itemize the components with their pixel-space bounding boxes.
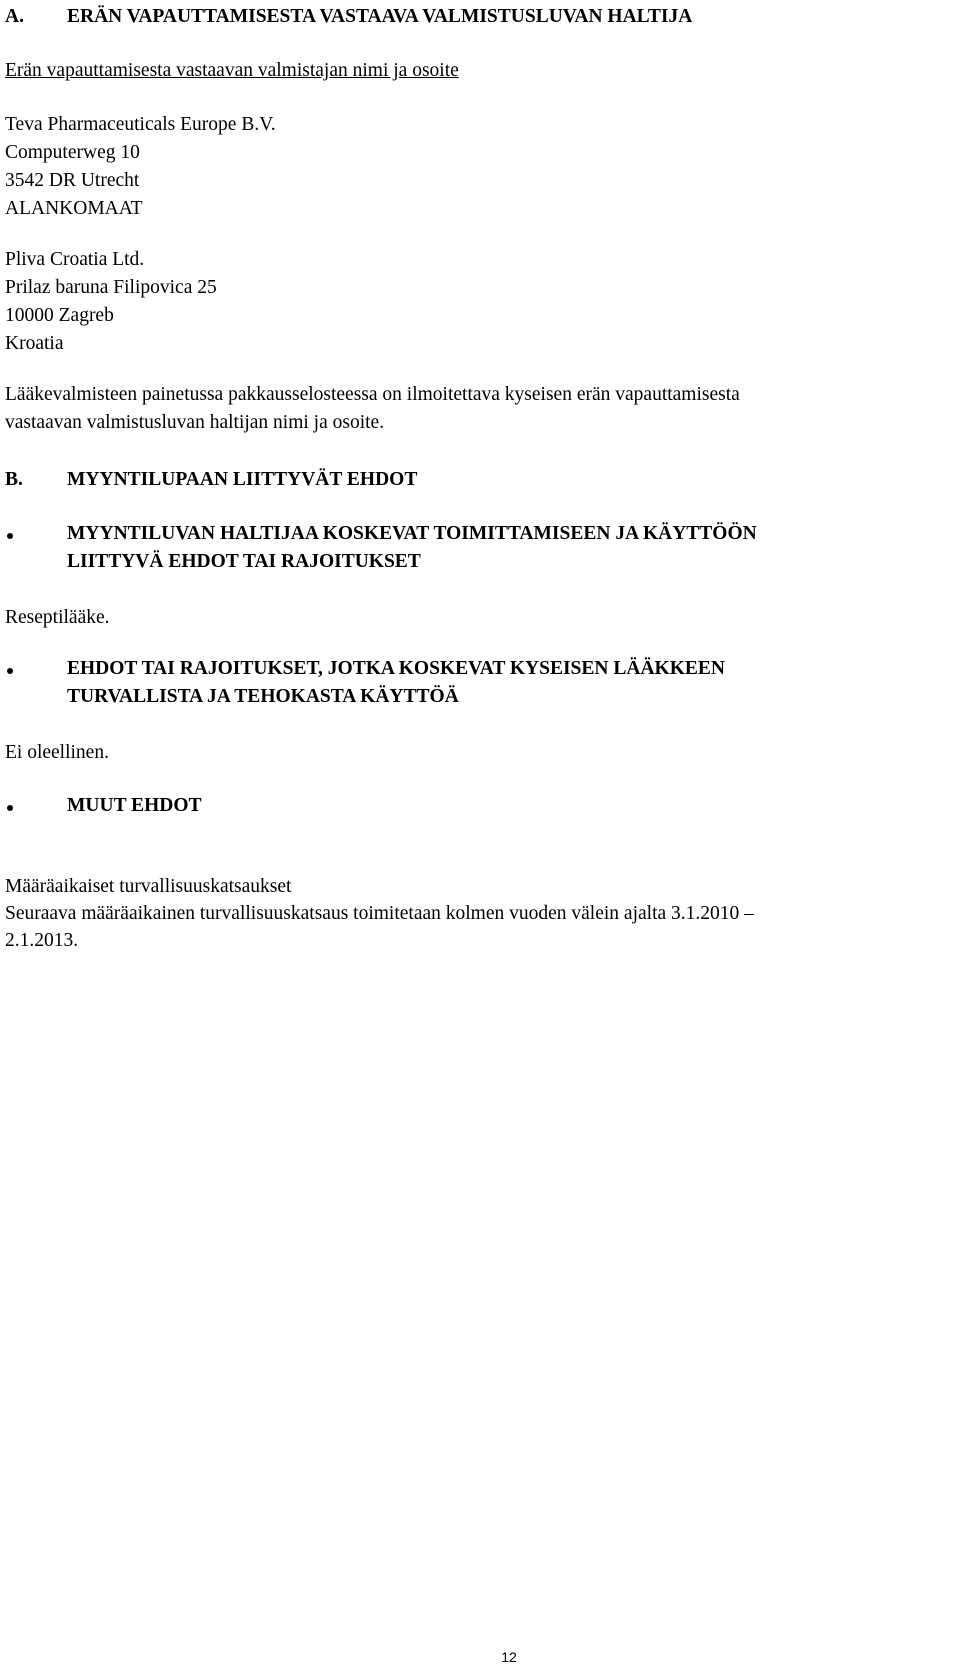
address-2-line-3: 10000 Zagreb xyxy=(5,305,114,326)
address-1-line-3: 3542 DR Utrecht xyxy=(5,170,140,191)
bullet-2-line-2: TURVALLISTA JA TEHOKASTA KÄYTTÖÄ xyxy=(67,686,459,707)
bullet-2-body: Ei oleellinen. xyxy=(5,742,109,763)
bullet-1-body: Reseptilääke. xyxy=(5,607,110,628)
bullet-supply-conditions xyxy=(5,520,757,576)
psur-line-1: Seuraava määräaikainen turvallisuuskatsaus toimitetaan kolmen vuoden välein ajalta 3.1.2010 – xyxy=(5,903,754,924)
address-2-line-2: Prilaz baruna Filipovica 25 xyxy=(5,277,217,298)
bullet-icon xyxy=(5,792,67,821)
leaflet-note-line-1: Lääkevalmisteen painetussa pakkausselosteessa on ilmoitettava kyseisen erän vapauttamisesta xyxy=(5,384,740,405)
bullet-safe-use-conditions xyxy=(5,655,725,711)
section-b-heading xyxy=(5,465,417,494)
manufacturer-subheading: Erän vapauttamisesta vastaavan valmistajan nimi ja osoite xyxy=(5,60,459,81)
address-2-line-4: Kroatia xyxy=(5,333,64,354)
manufacturer-address-1 xyxy=(5,111,276,223)
section-a-title: ERÄN VAPAUTTAMISESTA VASTAAVA VALMISTUSLUVAN HALTIJA xyxy=(67,6,693,27)
psur-title: Määräaikaiset turvallisuuskatsaukset xyxy=(5,876,292,897)
address-1-line-1: Teva Pharmaceuticals Europe B.V. xyxy=(5,114,276,135)
bullet-3-line-1: MUUT EHDOT xyxy=(67,795,202,816)
address-2-line-1: Pliva Croatia Ltd. xyxy=(5,249,145,270)
bullet-icon xyxy=(5,655,67,684)
bullet-1-line-2: LIITTYVÄ EHDOT TAI RAJOITUKSET xyxy=(67,551,421,572)
address-1-line-4: ALANKOMAAT xyxy=(5,198,143,219)
bullet-icon xyxy=(5,520,67,549)
section-a-number: A. xyxy=(5,6,24,27)
section-b-title: MYYNTILUPAAN LIITTYVÄT EHDOT xyxy=(67,469,418,490)
bullet-2-line-1: EHDOT TAI RAJOITUKSET, JOTKA KOSKEVAT KYSEISEN LÄÄKKEEN xyxy=(67,658,725,679)
address-1-line-2: Computerweg 10 xyxy=(5,142,140,163)
psur-paragraph xyxy=(5,873,754,954)
section-a-heading xyxy=(5,2,692,31)
bullet-other-conditions xyxy=(5,792,202,821)
section-b-number: B. xyxy=(5,469,23,490)
bullet-1-line-1: MYYNTILUVAN HALTIJAA KOSKEVAT TOIMITTAMISEEN JA KÄYTTÖÖN xyxy=(67,523,757,544)
psur-line-2: 2.1.2013. xyxy=(5,930,79,951)
manufacturer-address-2 xyxy=(5,246,217,358)
leaflet-note-line-2: vastaavan valmistusluvan haltijan nimi ja osoite. xyxy=(5,412,385,433)
page-number: 12 xyxy=(501,1649,517,1665)
leaflet-note xyxy=(5,381,740,437)
